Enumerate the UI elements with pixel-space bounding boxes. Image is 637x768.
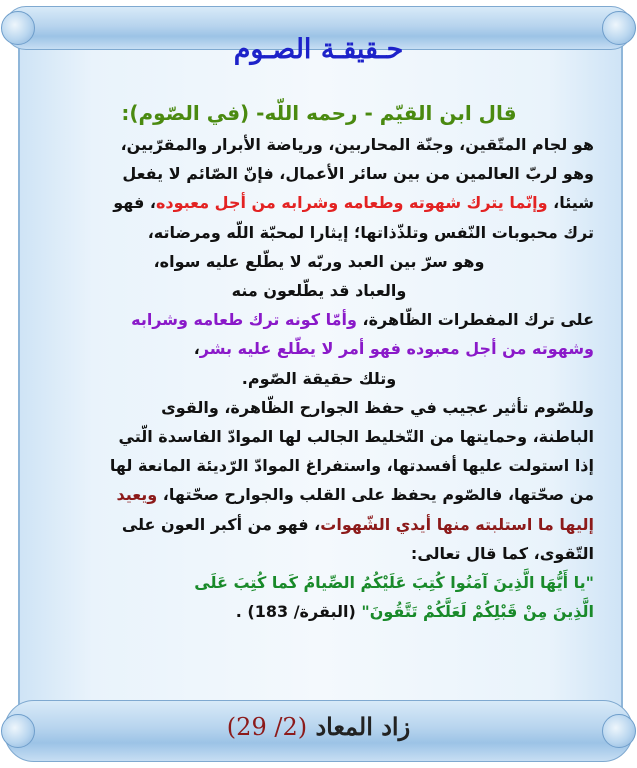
text-line bbox=[44, 597, 594, 626]
text-segment: وإنّما يترك شهوته وطعامه وشرابه من أجل معبوده bbox=[155, 193, 548, 213]
text-line bbox=[44, 130, 594, 159]
text-segment: التّقوى، كما قال تعالى: bbox=[410, 543, 594, 563]
text-line bbox=[44, 305, 594, 334]
text-segment: ، فهو من أكبر العون على bbox=[121, 514, 321, 534]
text-line bbox=[44, 539, 594, 568]
quote-heading: قال ابن القيّم - رحمه اللّه- (في الصّوم): bbox=[121, 101, 517, 125]
text-segment: إذا استولت عليها أفسدتها، واستفراغ الموادّ الرّديئة المانعة لها bbox=[109, 456, 594, 476]
text-segment: "يا أَيُّهَا الَّذِينَ آمَنُوا كُتِبَ عَلَيْكُمُ الصِّيامُ كَما كُتِبَ عَلَى bbox=[194, 573, 594, 593]
text-segment: من صحّتها، فالصّوم يحفظ على القلب والجوارح صحّتها، bbox=[157, 485, 594, 505]
text-segment: ويعيد bbox=[116, 485, 158, 505]
text-line bbox=[44, 422, 594, 451]
text-line bbox=[44, 276, 594, 305]
text-segment: (البقرة/ 183) . bbox=[235, 602, 362, 622]
text-segment: شيئا، bbox=[547, 193, 594, 213]
text-segment: ، bbox=[193, 339, 200, 359]
text-segment: وتلك حقيقة الصّوم. bbox=[241, 368, 397, 388]
text-segment: وهو سرّ بين العبد وربّه لا يطّلع عليه سواه، bbox=[153, 251, 485, 271]
text-line bbox=[44, 247, 594, 276]
source-book: زاد المعاد bbox=[315, 712, 411, 741]
text-segment: وللصّوم تأثير عجيب في حفظ الجوارح الظّاهرة، والقوى bbox=[161, 397, 594, 417]
text-segment: الباطنة، وحمايتها من التّخليط الجالب لها الموادّ الفاسدة الّتي bbox=[118, 427, 594, 447]
text-line bbox=[44, 480, 594, 509]
article-body bbox=[44, 96, 594, 626]
text-segment: ، فهو bbox=[113, 193, 156, 213]
text-segment: ترك محبوبات النّفس وتلذّذاتها؛ إيثارا لمحبّة اللّه ومرضاته، bbox=[147, 222, 594, 242]
source-citation bbox=[0, 712, 637, 741]
text-segment: هو لجام المتّقين، وجنّة المحاربين، ورياضة الأبرار والمقرّبين، bbox=[120, 135, 594, 154]
text-line bbox=[44, 188, 594, 217]
text-line bbox=[44, 334, 594, 363]
text-segment: والعباد قد يطّلعون منه bbox=[231, 281, 407, 301]
text-lines bbox=[44, 130, 594, 626]
text-segment: وهو لربّ العالمين من بين سائر الأعمال، فإنّ الصّائم لا يفعل bbox=[122, 164, 594, 184]
text-line bbox=[44, 159, 594, 188]
source-reference: (2/ 29) bbox=[226, 713, 308, 741]
text-segment: الَّذِينَ مِنْ قَبْلِكُمْ لَعَلَّكُمْ تَتَّقُونَ" bbox=[361, 602, 594, 622]
text-segment: وأمّا كونه ترك طعامه وشرابه bbox=[131, 310, 357, 330]
text-segment: على ترك المفطرات الظّاهرة، bbox=[356, 310, 594, 330]
text-line bbox=[44, 218, 594, 247]
text-line bbox=[44, 364, 594, 393]
text-segment: وشهوته من أجل معبوده فهو أمر لا يطّلع عليه بشر bbox=[199, 339, 594, 359]
page-title: حـقيقـة الصـوم bbox=[233, 34, 404, 65]
text-line bbox=[44, 393, 594, 422]
text-segment: إليها ما استلبته منها أيدي الشّهوات bbox=[320, 514, 594, 534]
text-line bbox=[44, 510, 594, 539]
text-line bbox=[44, 568, 594, 597]
text-line bbox=[44, 451, 594, 480]
